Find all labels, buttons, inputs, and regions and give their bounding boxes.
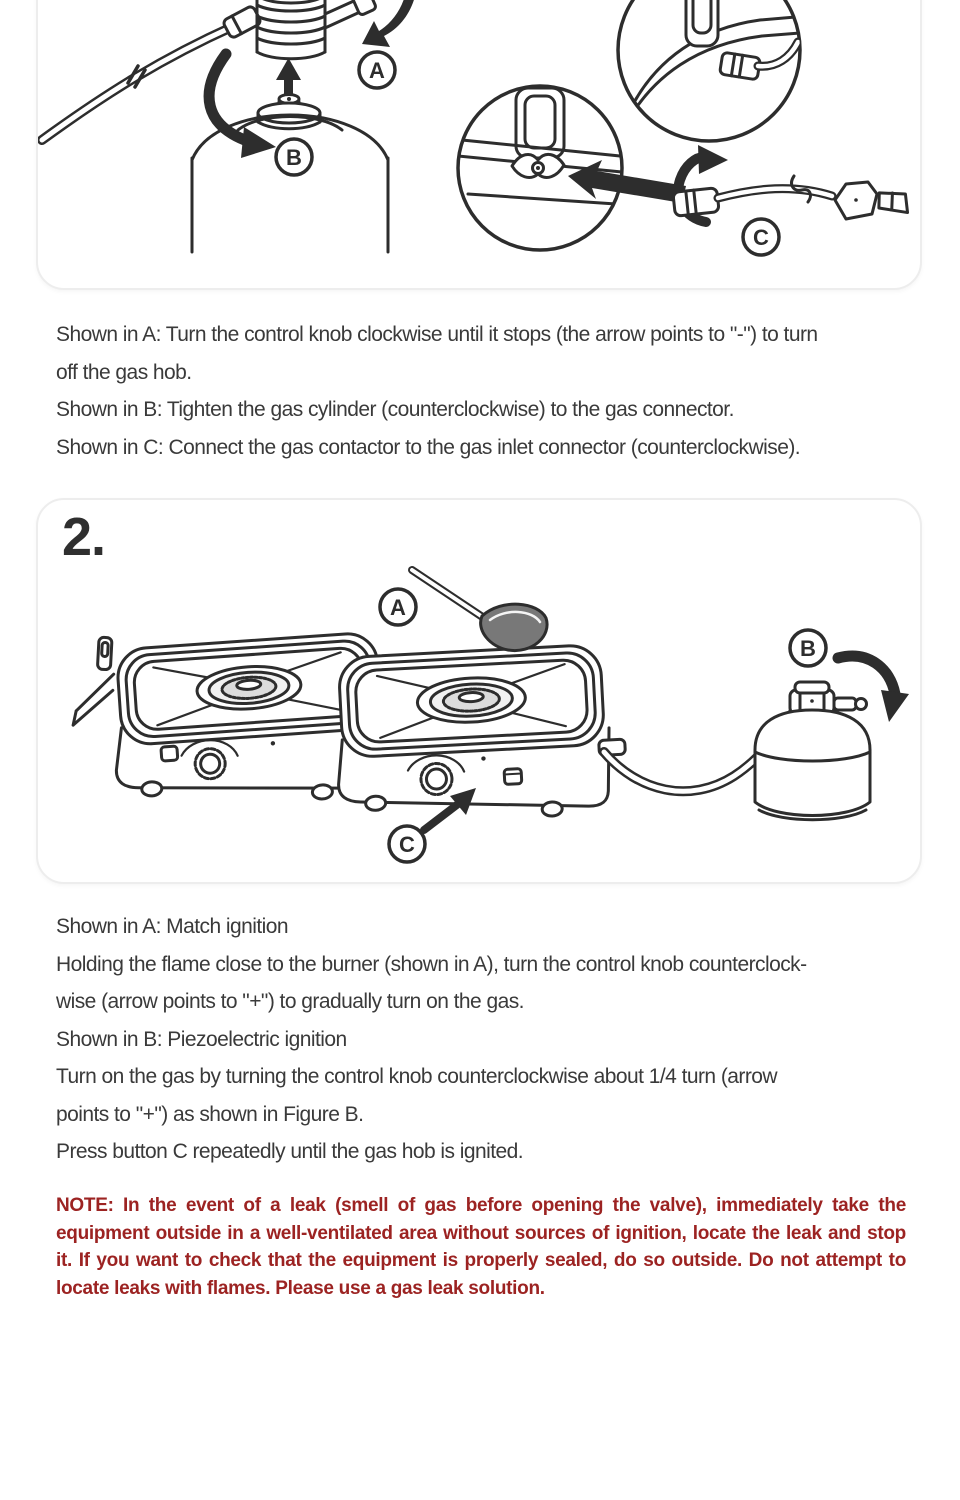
ignition-button xyxy=(504,769,522,785)
gas-contactor-hose xyxy=(673,176,910,219)
figure2-card xyxy=(36,498,922,884)
figure1-label-c-badge xyxy=(743,219,779,255)
instruction-line: Shown in A: Turn the control knob clockwise until it stops (the arrow points to "-") to turn xyxy=(56,323,818,346)
instructions-section2 xyxy=(56,908,908,1171)
instruction-line: wise (arrow points to "+") to gradually turn on the gas. xyxy=(56,990,524,1013)
instructions-section1 xyxy=(56,316,908,466)
figure2-label-c: C xyxy=(399,832,415,857)
arrow-b-clockwise xyxy=(838,656,909,722)
figure1-label-b-badge xyxy=(276,139,312,175)
instruction-line: Shown in A: Match ignition xyxy=(56,915,289,938)
figure2-label-a: A xyxy=(390,595,406,620)
cylinder-valve xyxy=(258,95,320,129)
gas-canister xyxy=(755,682,870,820)
stove-latch xyxy=(97,637,112,670)
instruction-line: off the gas hob. xyxy=(56,360,192,384)
detail-circle-top xyxy=(618,0,812,141)
instruction-line: Shown in B: Tighten the gas cylinder (counterclockwise) to the gas connector. xyxy=(56,398,734,421)
figure2-label-b-badge xyxy=(790,630,826,666)
figure2-illustration xyxy=(38,500,920,882)
instruction-line: points to "+") as shown in Figure B. xyxy=(56,1102,364,1126)
match-flame xyxy=(412,570,547,651)
instruction-line: Press button C repeatedly until the gas hob is ignited. xyxy=(56,1140,524,1163)
instruction-line: Turn on the gas by turning the control knob counterclockwise about 1/4 turn (arrow xyxy=(56,1065,778,1088)
figure1-label-b: B xyxy=(286,145,302,170)
stove-right-burner xyxy=(332,643,629,827)
step-number: 2. xyxy=(62,507,106,567)
instruction-line: Shown in B: Piezoelectric ignition xyxy=(56,1027,347,1051)
instruction-line: Shown in C: Connect the gas contactor to the gas inlet connector (counterclockwise). xyxy=(56,435,801,459)
figure1-illustration xyxy=(38,0,920,288)
figure2-label-c-badge xyxy=(389,826,425,862)
figure2-label-a-badge xyxy=(380,589,416,625)
figure2-label-b: B xyxy=(800,636,816,661)
figure1-card xyxy=(36,0,922,290)
figure1-label-a: A xyxy=(369,58,385,83)
stove-side-handle xyxy=(70,674,117,725)
arrow-up xyxy=(276,58,301,98)
figure1-label-a-badge xyxy=(359,52,395,88)
leak-warning-note: NOTE: In the event of a leak (smell of gas before opening the valve), immediately take the equipment outside in a well-ventilated area without sources of ignition, locate the leak and stop it. If you want to check that the equipment is properly sealed, do so outside. Do not attempt to locate leaks with flames. Please use a gas leak solution. xyxy=(56,1195,906,1299)
instruction-line: Holding the flame close to the burner (shown in A), turn the control knob counterclock- xyxy=(56,952,807,976)
gas-cylinder xyxy=(192,115,388,252)
inlet-wing-valve xyxy=(512,154,564,177)
figure1-label-c: C xyxy=(753,225,769,250)
gas-hose xyxy=(42,26,234,140)
